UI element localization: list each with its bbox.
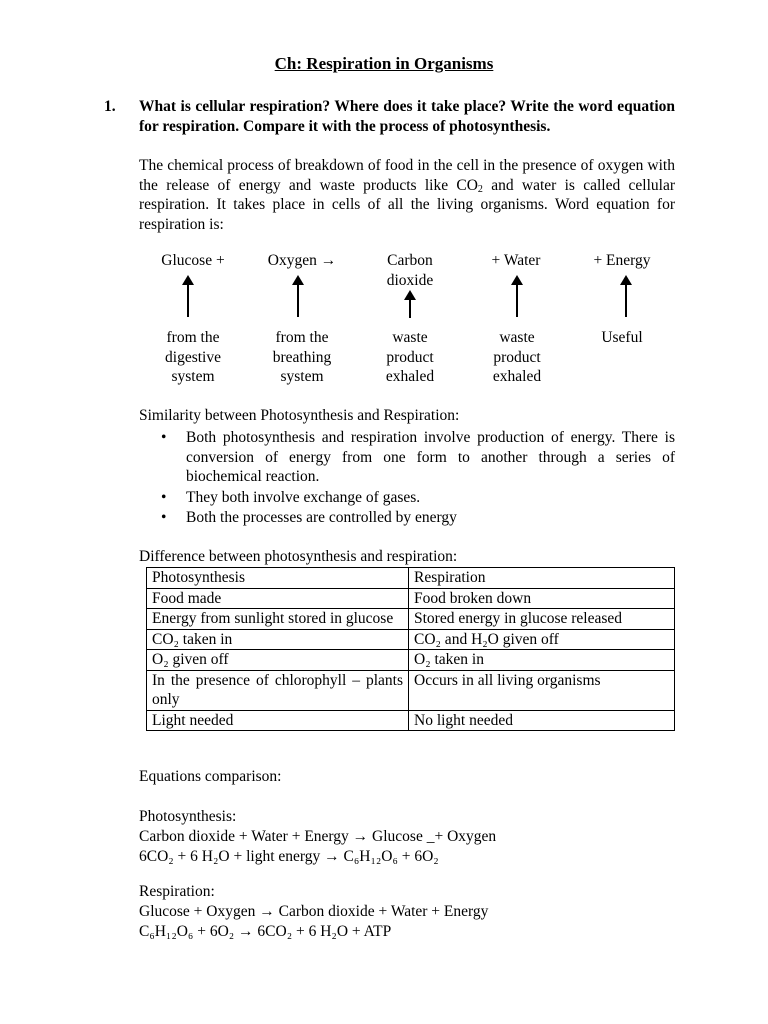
table-cell: Food broken down [409, 588, 675, 609]
eq-note-carbon-dioxide: waste product exhaled [385, 329, 435, 385]
eq-term-carbon-dioxide: Carbon dioxide [386, 252, 434, 289]
up-arrow-icon [297, 277, 299, 317]
eq-note-oxygen: from the breathing system [272, 329, 332, 385]
eq-note-water: waste product exhaled [492, 329, 542, 385]
table-row [147, 609, 675, 630]
difference-title: Difference between photosynthesis and respiration: [139, 548, 458, 565]
answer-paragraph: The chemical process of breakdown of food in the cell in the presence of oxygen with the release of energy and waste products like $CO_2$ and water is called cellular respiration. It takes place in cells of all the living organisms. Word equation for respiration is: [139, 157, 675, 233]
table-cell: In the presence of chlorophyll – plants only [147, 670, 409, 710]
table-cell: No light needed [409, 710, 675, 731]
eq-term-glucose: Glucose + [161, 252, 225, 269]
header-cell: Respiration [409, 568, 675, 589]
eq-note-energy: Useful [601, 329, 643, 346]
table-header-row [147, 568, 675, 589]
eq-term-water: + Water [491, 252, 541, 269]
respiration-label: Respiration: [139, 883, 215, 900]
up-arrow-icon [625, 277, 627, 317]
up-arrow-icon [187, 277, 189, 317]
list-item: • Both photosynthesis and respiration involve production of energy. There is conversion of energy from one form to another through a series of biochemical reaction. [139, 428, 675, 487]
table-cell: CO₂ and H₂O given off [409, 629, 675, 650]
page-title: Ch: Respiration in Organisms [274, 54, 494, 73]
equations-title: Equations comparison: [139, 768, 282, 785]
table-cell: Energy from sunlight stored in glucose [147, 609, 409, 630]
table-row [147, 670, 675, 710]
table-cell: O₂ taken in [409, 650, 675, 671]
photosynthesis-label: Photosynthesis: [139, 808, 237, 825]
table-cell: Food made [147, 588, 409, 609]
table-row [147, 588, 675, 609]
list-item: • Both the processes are controlled by energy [139, 508, 675, 528]
eq-term-oxygen: Oxygen → [267, 252, 337, 269]
table-cell: Occurs in all living organisms [409, 670, 675, 710]
difference-table [146, 567, 675, 731]
table-cell: O₂ given off [147, 650, 409, 671]
question-number: 1. [104, 98, 116, 115]
respiration-chemical-equation: C₆H₁₂O₆ + 6O₂ → 6CO₂ + 6 H₂O + ATP [139, 923, 392, 940]
respiration-word-equation: Glucose + Oxygen → Carbon dioxide + Water + Energy [139, 903, 489, 920]
photosynthesis-chemical-equation: 6CO₂ + 6 H₂O + light energy → C₆H₁₂O₆ + 6O₂ [139, 848, 439, 865]
up-arrow-icon [516, 277, 518, 317]
table-row [147, 650, 675, 671]
photosynthesis-word-equation: Carbon dioxide + Water + Energy → Glucose _+ Oxygen [139, 828, 497, 845]
table-row [147, 629, 675, 650]
table-row [147, 710, 675, 731]
eq-term-energy: + Energy [593, 252, 651, 269]
up-arrow-icon [409, 292, 411, 318]
similarity-title: Similarity between Photosynthesis and Respiration: [139, 407, 460, 424]
similarity-list [139, 428, 675, 529]
table-cell: Stored energy in glucose released [409, 609, 675, 630]
eq-note-glucose: from the digestive system [165, 329, 221, 385]
list-item: • They both involve exchange of gases. [139, 488, 675, 508]
table-cell: CO₂ taken in [147, 629, 409, 650]
question-text: What is cellular respiration? Where does it take place? Write the word equation for respiration. Compare it with the process of photosynthesis. [139, 98, 675, 135]
table-cell: Light needed [147, 710, 409, 731]
header-cell: Photosynthesis [147, 568, 409, 589]
